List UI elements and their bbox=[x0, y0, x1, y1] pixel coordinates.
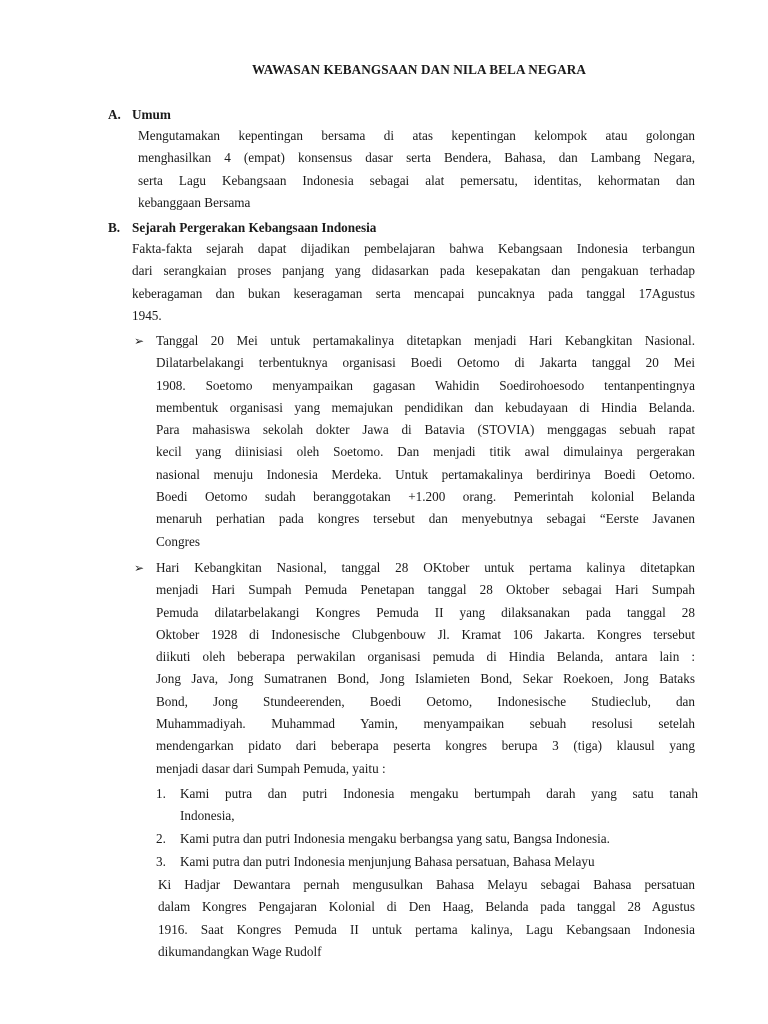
text-line: Tanggal 20 Mei untuk pertamakalinya ditetapkan menjadi Hari Kebangkitan Nasional. bbox=[156, 333, 695, 348]
text-line: Muhammadiyah. Muhammad Yamin, menyampaikan sebuah resolusi setelah bbox=[156, 716, 695, 732]
text-line: Congres bbox=[156, 533, 200, 549]
item-text bbox=[180, 851, 698, 873]
text-line: Indonesia, bbox=[180, 808, 235, 824]
numbered-item-1 bbox=[156, 783, 698, 828]
text-line: 1916. Saat Kongres Pemuda II untuk pertama kalinya, Lagu Kebangsaan Indonesia bbox=[158, 921, 695, 937]
item-number: 2. bbox=[156, 831, 166, 846]
text-line: Jong Java, Jong Sumatranen Bond, Jong Islamieten Bond, Sekar Roekoen, Jong Bataks bbox=[156, 671, 695, 687]
section-a-paragraph bbox=[138, 125, 695, 214]
text-line: Hari Kebangkitan Nasional, tanggal 28 OKtober untuk pertama kalinya ditetapkan bbox=[156, 560, 695, 575]
text-line: 1908. Soetomo menyampaikan gagasan Wahidin Soedirohoesodo tentanpentingnya bbox=[156, 377, 695, 393]
section-b-heading bbox=[108, 220, 376, 236]
text-line: Oktober 1928 di Indonesische Clubgenbouw Jl. Kramat 106 Jakarta. Kongres tersebut bbox=[156, 626, 695, 642]
text-line: dikumandangkan Wage Rudolf bbox=[158, 943, 322, 959]
text-line: menjadi Hari Sumpah Pemuda Penetapan tanggal 28 Oktober sebagai Hari Sumpah bbox=[156, 582, 695, 598]
section-title: Sejarah Pergerakan Kebangsaan Indonesia bbox=[132, 220, 377, 235]
text-line: keberagaman dan bukan keseragaman serta mencapai puncaknya pada tanggal 17Agustus bbox=[132, 285, 695, 301]
text-line: dari serangkaian proses panjang yang didasarkan pada kesepakatan dan pengakuan terhadap bbox=[132, 263, 695, 279]
text-line: Mengutamakan kepentingan bersama di atas kepentingan kelompok atau golongan bbox=[138, 128, 695, 143]
item-number: 3. bbox=[156, 854, 166, 869]
section-letter: A. bbox=[108, 107, 121, 122]
text-line: Kami putra dan putri Indonesia menjunjung Bahasa persatuan, Bahasa Melayu bbox=[180, 854, 595, 869]
text-line: menaruh perhatian pada kongres tersebut dan menyebutnya sebagai “Eerste Javanen bbox=[156, 511, 695, 527]
text-line: Bond, Jong Stundeerenden, Boedi Oetomo, Indonesische Studieclub, dan bbox=[156, 693, 695, 709]
bullet-paragraph-1 bbox=[156, 330, 695, 553]
text-line: Kami putra dan putri Indonesia mengaku berbangsa yang satu, Bangsa Indonesia. bbox=[180, 831, 610, 846]
text-line: Dilatarbelakangi terbentuknya organisasi Boedi Oetomo di Jakarta tanggal 20 Mei bbox=[156, 355, 695, 371]
document-title: WAWASAN KEBANGSAAN DAN NILA BELA NEGARA bbox=[251, 62, 586, 77]
text-line: Ki Hadjar Dewantara pernah mengusulkan Bahasa Melayu sebagai Bahasa persatuan bbox=[158, 877, 695, 892]
item-number: 1. bbox=[156, 786, 166, 801]
text-line: nasional menuju Indonesia Merdeka. Untuk pertamakalinya berdirinya Boedi Oetomo. bbox=[156, 466, 695, 482]
text-line: dalam Kongres Pengajaran Kolonial di Den Haag, Belanda pada tanggal 28 Agustus bbox=[158, 899, 695, 915]
item-text bbox=[180, 783, 698, 828]
text-line: serta Lagu Kebangsaan Indonesia sebagai alat pemersatu, identitas, kehormatan dan bbox=[138, 172, 695, 188]
text-line: kebanggaan Bersama bbox=[138, 194, 251, 210]
arrow-bullet-icon: ➢ bbox=[134, 561, 145, 575]
text-line: Kami putra dan putri Indonesia mengaku bertumpah darah yang satu tanah bbox=[180, 786, 698, 801]
text-line: diikuti oleh beberapa perwakilan organisasi pemuda di Hindia Belanda, antara lain : bbox=[156, 649, 695, 665]
section-letter: B. bbox=[108, 220, 121, 235]
text-line: Fakta-fakta sejarah dapat dijadikan pembelajaran bahwa Kebangsaan Indonesia terbangun bbox=[132, 241, 695, 256]
numbered-item-3 bbox=[156, 851, 698, 874]
closing-paragraph bbox=[158, 874, 695, 963]
text-line: menghasilkan 4 (empat) konsensus dasar serta Bendera, Bahasa, dan Lambang Negara, bbox=[138, 150, 695, 166]
text-line: membentuk organisasi yang memajukan pendidikan dan kebudayaan di Hindia Belanda. bbox=[156, 399, 695, 415]
text-line: Para mahasiswa sekolah dokter Jawa di Batavia (STOVIA) menggagas sebuah rapat bbox=[156, 422, 695, 438]
text-line: menjadi dasar dari Sumpah Pemuda, yaitu : bbox=[156, 760, 386, 776]
item-text bbox=[180, 828, 698, 850]
arrow-bullet-icon: ➢ bbox=[134, 334, 145, 348]
text-line: mendengarkan pidato dari beberapa peserta kongres berupa 3 (tiga) klausul yang bbox=[156, 738, 695, 754]
text-line: Boedi Oetomo sudah beranggotakan +1.200 orang. Pemerintah kolonial Belanda bbox=[156, 489, 695, 505]
section-b-paragraph bbox=[132, 238, 695, 327]
section-a-heading bbox=[108, 107, 171, 123]
text-line: kecil yang diinisiasi oleh Soetomo. Dan menjadi titik awal dimulainya pergerakan bbox=[156, 444, 695, 460]
section-title: Umum bbox=[132, 107, 171, 122]
text-line: 1945. bbox=[132, 307, 162, 323]
bullet-paragraph-2 bbox=[156, 557, 695, 780]
text-line: Pemuda dilatarbelakangi Kongres Pemuda II yang dilaksanakan pada tanggal 28 bbox=[156, 604, 695, 620]
numbered-item-2 bbox=[156, 828, 698, 851]
